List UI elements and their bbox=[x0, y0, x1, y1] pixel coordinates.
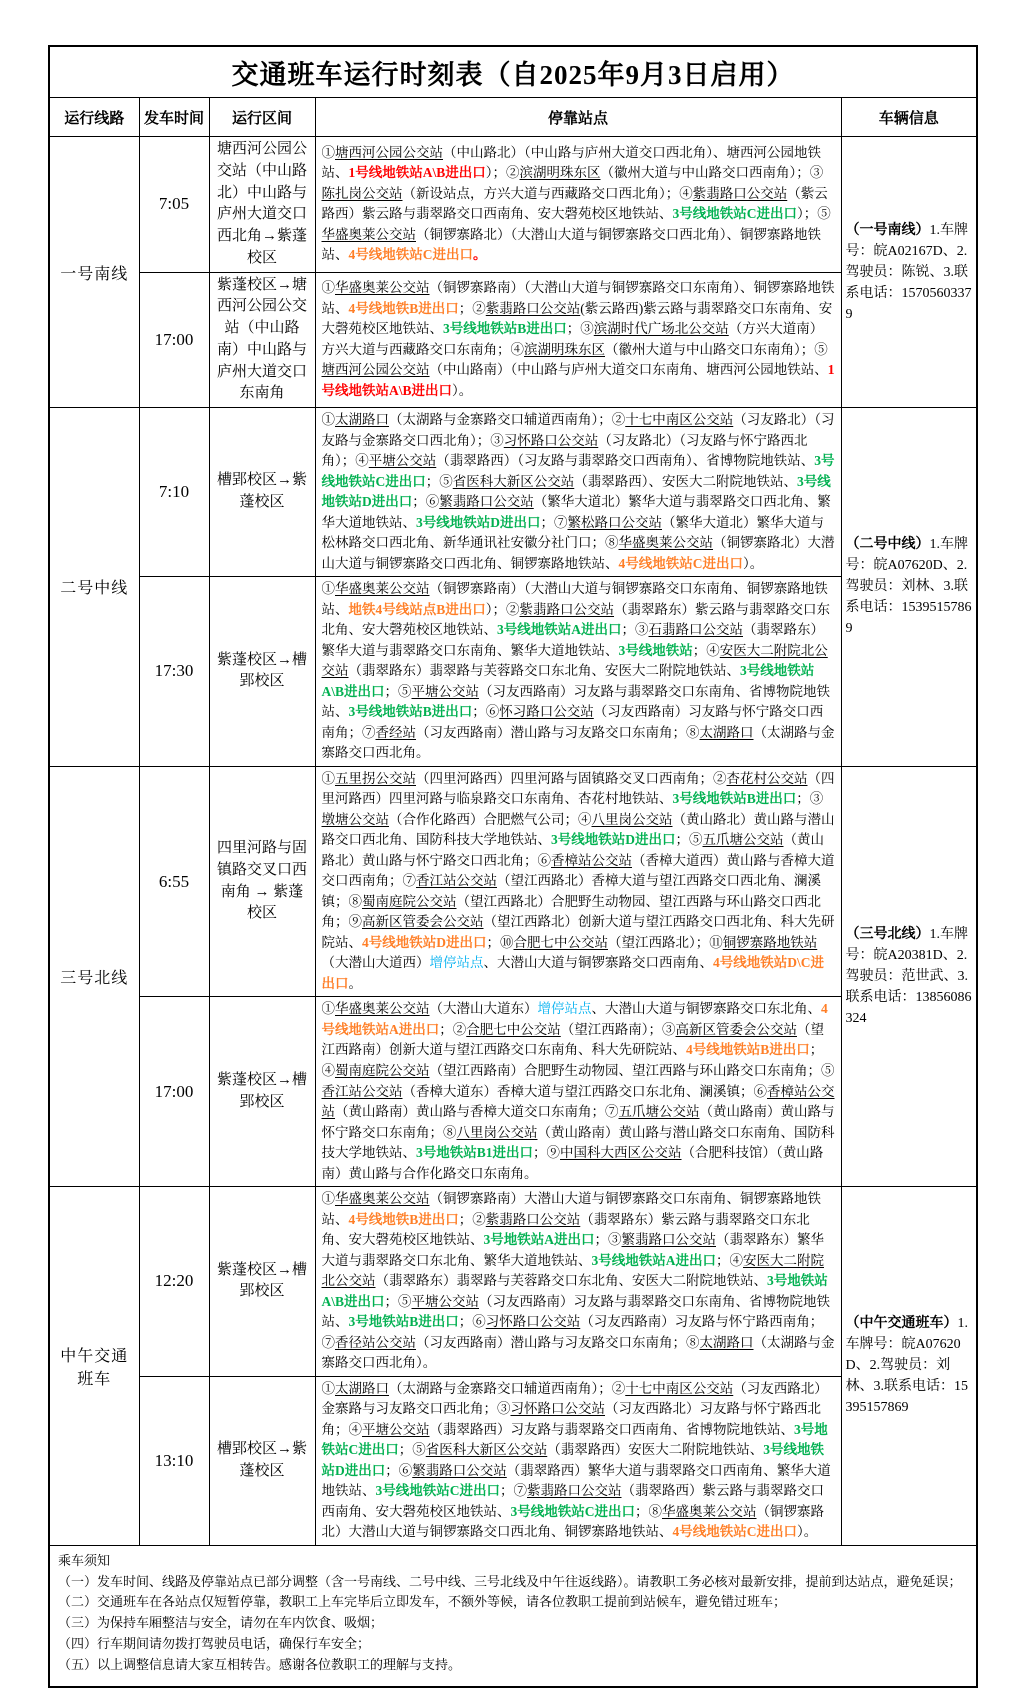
stop-text: ；② bbox=[458, 1211, 486, 1227]
vehicle-detail: 1.车牌号：皖A07620D、2.驾驶员：刘林、3.联系电话：15395157869 bbox=[845, 537, 972, 637]
stop-text: （合作化路西）合肥燃气公司；④ bbox=[389, 811, 592, 827]
stop-name: 塘西河公园公交站 bbox=[321, 362, 430, 378]
stop-text: 3号线地铁站B进出口 bbox=[672, 791, 797, 807]
stop-text: 地铁4号线站点B进出口 bbox=[348, 601, 486, 617]
stop-name: 十七中南区公交站 bbox=[625, 1380, 734, 1396]
stop-text: 增停站点 bbox=[429, 955, 484, 971]
page-title: 交通班车运行时刻表（自2025年9月3日启用） bbox=[49, 46, 977, 98]
stop-name: 华盛奥莱公交站 bbox=[321, 226, 416, 242]
stop-name: 合肥七中公交站 bbox=[466, 1021, 561, 1037]
stop-text: （望江西路北）；⑪ bbox=[608, 934, 723, 950]
note-item: （一）发车时间、线路及停靠站点已部分调整（含一号南线、二号中线、三号北线及中午往返线路）。请教职工务必核对最新安排，提前到达站点，避免延误； bbox=[58, 1573, 962, 1589]
stop-text: （铜锣寨路南）（大潜山大道与铜锣寨路交口东南角、铜锣寨路地铁站、 bbox=[321, 581, 828, 617]
table-row bbox=[49, 997, 977, 1187]
stop-text: 3号线地铁站A\B进出口 bbox=[321, 663, 815, 699]
stop-text: （香樟大道西）黄山路与香樟大道交口西南角；⑦ bbox=[321, 852, 835, 889]
stop-text: ① bbox=[321, 1380, 335, 1396]
stop-text: （习友西路北）金寨路与习友路交口西北角；③ bbox=[321, 1380, 828, 1417]
stop-name: 蜀南庭院公交站 bbox=[335, 1062, 430, 1078]
table-row bbox=[49, 1187, 977, 1377]
stop-name: 墩塘公交站 bbox=[321, 811, 389, 827]
departure-time: 7:10 bbox=[139, 408, 209, 577]
stop-name: 华盛奥莱公交站 bbox=[662, 1503, 757, 1519]
stop-name: 香樟站公交站 bbox=[551, 852, 632, 868]
run-interval: 紫蓬校区→槽郢校区 bbox=[209, 997, 315, 1187]
stop-name: 安医大二附院北公交站 bbox=[321, 642, 828, 679]
stop-name: 香江站公交站 bbox=[416, 873, 497, 889]
stop-name: 太湖路口 bbox=[699, 1334, 754, 1350]
vehicle-line-label: （中午交通班车） bbox=[845, 1316, 958, 1332]
stop-text: （望江西路北）香樟大道与望江西路交口西北角、澜溪镇；⑧ bbox=[321, 873, 821, 909]
stop-text: 4号线地铁B进出口 bbox=[348, 300, 459, 316]
stop-name: 八里岗公交站 bbox=[456, 1124, 538, 1140]
col-header-time: 发车时间 bbox=[139, 98, 209, 137]
stop-text: （徽州大道与中山路交口西南角）；③ bbox=[600, 165, 824, 181]
stop-text: 3号线地铁站D进出口 bbox=[321, 473, 831, 510]
stop-text: （太湖路与金寨路交口西北角。 bbox=[321, 724, 835, 761]
departure-time: 7:05 bbox=[139, 137, 209, 273]
stops-text bbox=[315, 1187, 841, 1377]
stop-text: （翡翠路西）繁华大道与翡翠路交口西南角、繁华大道地铁站、 bbox=[321, 1462, 831, 1499]
col-header-interval: 运行区间 bbox=[209, 98, 315, 137]
stops-text bbox=[315, 1376, 841, 1545]
stop-text: 3号线地铁站D进出口 bbox=[321, 1442, 824, 1478]
stop-name: 繁松路口公交站 bbox=[567, 514, 662, 530]
stop-text: （大潜山大道西） bbox=[321, 955, 430, 971]
stop-text: 3号线地铁站D进出口 bbox=[551, 832, 676, 848]
stop-text: （翡翠路东）繁华大道与翡翠路交口东北角、繁华大道地铁站、 bbox=[321, 1232, 824, 1268]
stop-text: 3号线地铁站C进出口 bbox=[510, 1503, 635, 1519]
stop-text: 、大潜山大道与铜锣寨路交口东北角、 bbox=[591, 1001, 821, 1017]
stops-text bbox=[315, 766, 841, 997]
run-interval: 槽郢校区→紫蓬校区 bbox=[209, 408, 315, 577]
stop-text: （习友西路南）潜山路与习友路交口东南角；⑧ bbox=[416, 724, 700, 740]
stop-name: 繁翡路口公交站 bbox=[412, 1462, 507, 1478]
run-interval: 塘西河公园公交站（中山路北）中山路与庐州大道交口西北角→紫蓬校区 bbox=[209, 137, 315, 273]
stop-name: 八里岗公交站 bbox=[591, 811, 673, 827]
stop-text: ；⑤ bbox=[384, 1293, 412, 1309]
vehicle-line-label: （三号北线） bbox=[845, 926, 930, 942]
stop-text: ；⑤ bbox=[425, 473, 453, 489]
table-row bbox=[49, 766, 977, 997]
stop-name: 安医大二附院北公交站 bbox=[321, 1252, 824, 1289]
stop-text: （望江西路南）合肥野生动物园、望江西路与环山路交口东南角；⑤ bbox=[429, 1062, 835, 1078]
stop-name: 十七中南区公交站 bbox=[625, 412, 734, 427]
stop-text: （四里河路西）四里河路与临泉路交口东南角、杏花村地铁站、 bbox=[321, 770, 835, 807]
stop-name: 繁翡路口公交站 bbox=[621, 1232, 716, 1248]
stop-text: ）；② bbox=[485, 601, 520, 617]
stop-text: ；⑧ bbox=[635, 1503, 662, 1519]
schedule-table bbox=[48, 45, 978, 1688]
stop-text: ）；⑤ bbox=[797, 206, 831, 222]
stop-text: ① bbox=[321, 412, 335, 427]
stop-text: 3号线地铁站A进出口 bbox=[591, 1252, 716, 1268]
note-item: （三）为保持车厢整洁与安全，请勿在车内饮食、吸烟； bbox=[58, 1615, 384, 1631]
stop-text: （翡翠路东）翡翠路与芙蓉路交口东北角、安医大二附院地铁站、 bbox=[375, 1273, 767, 1289]
stop-text: ；④ bbox=[692, 642, 720, 658]
stop-name: 习怀路口公交站 bbox=[510, 1401, 605, 1417]
stop-text: ① bbox=[321, 581, 335, 597]
stop-name: 滨湖明珠东区 bbox=[519, 165, 601, 181]
stop-text: （望江西路北）合肥野生动物园、望江西路与环山路交口西北角；⑨ bbox=[321, 893, 821, 930]
stop-name: 习怀路口公交站 bbox=[485, 1314, 581, 1330]
table-row bbox=[49, 137, 977, 273]
stop-text: （翡翠路东）翡翠路与芙蓉路交口东北角、安医大二附院地铁站、 bbox=[348, 663, 740, 679]
stop-name: 合肥七中公交站 bbox=[513, 934, 608, 950]
stop-text: （翡翠路西）安医大二附院地铁站、 bbox=[547, 1442, 764, 1458]
stop-text: 。 bbox=[473, 247, 487, 263]
table-row bbox=[49, 272, 977, 408]
stop-text: 3号线地铁站B进出口 bbox=[348, 704, 473, 720]
col-header-stops: 停靠站点 bbox=[315, 98, 841, 137]
stop-name: 杏花村公交站 bbox=[726, 770, 808, 786]
stop-text: ；⑥ bbox=[385, 1462, 413, 1478]
line-name-1: 一号南线 bbox=[49, 137, 139, 408]
stop-name: 平塘公交站 bbox=[368, 453, 437, 469]
stop-text: 4号线地铁站D\C进出口 bbox=[321, 955, 824, 991]
stop-name: 紫翡路口公交站 bbox=[692, 185, 788, 201]
stop-text: （习友西路南）习友路与怀宁路交口西南角；⑦ bbox=[321, 704, 824, 740]
notes-title: 乘车须知 bbox=[58, 1552, 111, 1568]
stop-text: （四里河路西）四里河路与固镇路交叉口西南角；② bbox=[416, 770, 727, 786]
stop-text: 3号地铁站C进出口 bbox=[321, 1421, 828, 1458]
stop-text: 3号地铁站A\B进出口 bbox=[321, 1273, 828, 1309]
departure-time: 12:20 bbox=[139, 1187, 209, 1377]
vehicle-info-4 bbox=[841, 1187, 977, 1546]
stop-name: 石翡路口公交站 bbox=[648, 622, 743, 638]
line-name-2: 二号中线 bbox=[49, 408, 139, 767]
stop-text: （繁华大道北）繁华大道与松林路交口西北角、新华通讯社安徽分社门口；⑧ bbox=[321, 514, 824, 551]
stops-text bbox=[315, 137, 841, 273]
stop-text: （铜锣寨路北）大潜山大道与铜锣寨路交口西北角、铜锣寨路地铁站、 bbox=[321, 1503, 824, 1540]
stop-name: 香樟站公交站 bbox=[321, 1083, 835, 1120]
stop-name: 蜀南庭院公交站 bbox=[362, 893, 457, 909]
stop-name: 滨湖时代广场北公交站 bbox=[593, 321, 729, 337]
line-name-3: 三号北线 bbox=[49, 766, 139, 1186]
stop-text: （大潜山大道东） bbox=[429, 1001, 538, 1017]
run-interval: 紫蓬校区→槽郢校区 bbox=[209, 1187, 315, 1377]
stop-text: （黄山路北）黄山路与怀宁路交口西北角；⑥ bbox=[321, 832, 824, 868]
ride-notes bbox=[49, 1545, 977, 1686]
stop-name: 太湖路口 bbox=[335, 1380, 389, 1396]
stop-name: 省医科大新区公交站 bbox=[452, 473, 575, 489]
stop-text: （翡翠路西）、安医大二附院地铁站、 bbox=[574, 473, 797, 489]
vehicle-detail: 1.车牌号：皖A20381D、2.驾驶员：范世武、3.联系电话：13856086324 bbox=[845, 926, 972, 1026]
stop-text: 、大潜山大道与铜锣寨路交口西南角、 bbox=[483, 955, 713, 971]
stop-text: ；② bbox=[439, 1021, 467, 1037]
stop-text: ；⑤ bbox=[384, 683, 412, 699]
stop-name: 塘西河公园公交站 bbox=[335, 144, 443, 160]
stops-text bbox=[315, 272, 841, 408]
note-item: （四）行车期间请勿拨打驾驶员电话，确保行车安全； bbox=[58, 1636, 371, 1652]
stop-text: （翡翠路东）繁华大道与翡翠路交口东南角、繁华大道地铁站、 bbox=[321, 622, 824, 658]
stop-text: ；⑦ bbox=[500, 1483, 527, 1499]
stop-name: 铜锣寨路地铁站 bbox=[722, 934, 818, 950]
stops-text bbox=[315, 997, 841, 1187]
stop-text: 3号地铁站B1进出口 bbox=[416, 1145, 534, 1161]
stop-name: 繁翡路口公交站 bbox=[439, 494, 534, 510]
stop-text: （紫云路西）紫云路与翡翠路交口西南角、安大磬苑校区地铁站、 bbox=[321, 185, 828, 222]
stops-text bbox=[315, 577, 841, 767]
stop-text: 3号地铁站A进出口 bbox=[483, 1232, 595, 1248]
stop-text: （铜锣寨路南）大潜山大道与铜锣寨路交口东南角、铜锣寨路地铁站、 bbox=[321, 1191, 821, 1227]
stop-name: 高新区管委会公交站 bbox=[362, 914, 484, 930]
stop-text: ；② bbox=[458, 300, 486, 316]
stop-name: 紫翡路口公交站 bbox=[519, 601, 615, 617]
stop-text: ① bbox=[321, 144, 335, 160]
stop-text: 3号线地铁站A进出口 bbox=[497, 622, 622, 638]
stop-name: 香江站公交站 bbox=[321, 1083, 403, 1099]
vehicle-info-1 bbox=[841, 137, 977, 408]
departure-time: 17:00 bbox=[139, 272, 209, 408]
stop-text: 4号线地铁站B进出口 bbox=[686, 1042, 810, 1058]
col-header-line: 运行线路 bbox=[49, 98, 139, 137]
stop-name: 香经站 bbox=[375, 724, 416, 740]
stop-name: 习怀路口公交站 bbox=[503, 432, 599, 448]
stop-text: ；⑥ bbox=[412, 494, 440, 510]
stop-text: ① bbox=[321, 280, 335, 296]
stop-text: （铜锣寨路南）（大潜山大道与铜锣寨路交口东南角）、铜锣寨路地铁站、 bbox=[321, 280, 835, 316]
stop-text: ；③ bbox=[566, 321, 594, 337]
stop-text: ）。 bbox=[797, 1524, 818, 1540]
stop-text: （望江西路北）创新大道与望江西路交口西北角、科大先研院站、 bbox=[321, 914, 835, 950]
stop-text: （黄山路南）黄山路与潜山路交口东南角、国防科技大学地铁站、 bbox=[321, 1124, 835, 1161]
stop-text: （太湖路与金寨路交口西北角）。 bbox=[321, 1334, 835, 1371]
stop-name: 华盛奥莱公交站 bbox=[618, 535, 713, 551]
stop-name: 省医科大新区公交站 bbox=[425, 1442, 548, 1458]
stop-text: ；③ bbox=[594, 1232, 622, 1248]
vehicle-line-label: （一号南线） bbox=[845, 222, 930, 238]
table-row bbox=[49, 1545, 977, 1686]
stop-text: （中山路北）（中山路与庐州大道交口西北角）、塘西河公园地铁站、 bbox=[321, 144, 821, 181]
stop-name: 高新区管委会公交站 bbox=[675, 1021, 797, 1037]
stop-text: （黄山路北）黄山路与潜山路交口西北角、国防科技大学地铁站、 bbox=[321, 811, 835, 848]
stop-name: 平塘公交站 bbox=[411, 683, 480, 699]
stop-text: ；⑥ bbox=[458, 1314, 486, 1330]
stop-name: 华盛奥莱公交站 bbox=[335, 581, 430, 597]
stop-text: 3号线地铁站C进出口 bbox=[672, 206, 797, 222]
stop-text: 1号线地铁站A\B进出口 bbox=[321, 362, 835, 398]
stop-text: ；③ bbox=[621, 622, 649, 638]
stop-name: 香径站公交站 bbox=[335, 1334, 416, 1350]
run-interval: 四里河路与固镇路交叉口西南角 → 紫蓬校区 bbox=[209, 766, 315, 997]
stop-name: 陈扎岗公交站 bbox=[321, 185, 403, 201]
run-interval: 紫蓬校区→塘西河公园公交站（中山路南）中山路与庐州大道交口东南角 bbox=[209, 272, 315, 408]
table-row bbox=[49, 1376, 977, 1545]
stop-text: 4号线地铁站D进出口 bbox=[362, 934, 487, 950]
stop-text: （徽州大道与中山路交口东南角）；⑤ bbox=[605, 341, 828, 357]
stop-text: 3号线地铁站 bbox=[618, 642, 693, 658]
stop-name: 平塘公交站 bbox=[362, 1421, 430, 1437]
stop-name: 紫翡路口公交站 bbox=[527, 1483, 622, 1499]
stop-text: 3号线地铁站B进出口 bbox=[443, 321, 567, 337]
stop-name: 太湖路口 bbox=[335, 412, 389, 427]
stop-text: （太湖路与金寨路交口辅道西南角）；② bbox=[389, 1380, 626, 1396]
table-row bbox=[49, 408, 977, 577]
stop-text: （黄山路南）黄山路与怀宁路交口东南角；⑧ bbox=[321, 1104, 835, 1140]
stop-text: 4号线地铁站C进出口 bbox=[618, 555, 743, 571]
stop-text: （翡翠路东）紫云路与翡翠路交口东北角、安大磬苑校区地铁站、 bbox=[321, 601, 831, 638]
stop-text: （习友西路南）习友路与翡翠路交口东南角、省博物院地铁站、 bbox=[321, 683, 831, 720]
stop-text: ；④ bbox=[321, 1042, 824, 1078]
stop-text: （望江西路南）；③ bbox=[560, 1021, 676, 1037]
departure-time: 17:00 bbox=[139, 997, 209, 1187]
stop-text: （繁华大道北）繁华大道与翡翠路交口西北角、繁华大道地铁站、 bbox=[321, 494, 831, 530]
stop-text: ；④ bbox=[716, 1252, 743, 1268]
stop-text: （铜锣寨路北）大潜山大道与铜锣寨路交口西北角、铜锣寨路地铁站、 bbox=[321, 535, 835, 571]
vehicle-info-2 bbox=[841, 408, 977, 767]
stop-text: 。 bbox=[348, 975, 362, 991]
stop-name: 中国科大西区公交站 bbox=[560, 1145, 682, 1161]
stop-text: 1号线地铁站A\B进出口 bbox=[348, 165, 486, 181]
stop-text: （翡翠路东）紫云路与翡翠路交口东北角、安大磬苑校区地铁站、 bbox=[321, 1211, 810, 1248]
stop-text: （习友西路南）习友路与怀宁路西南角；⑦ bbox=[321, 1314, 824, 1350]
stop-text: 3号线地铁站C进出口 bbox=[321, 453, 835, 489]
stop-text: ；⑨ bbox=[533, 1145, 561, 1161]
stop-text: (紫云路西)紫云路与翡翠路交口东南角、安大磬苑校区地铁站、 bbox=[321, 300, 833, 337]
stops-text bbox=[315, 408, 841, 577]
line-name-4: 中午交通班车 bbox=[49, 1187, 139, 1546]
stop-text: 4号线地铁B进出口 bbox=[348, 1211, 459, 1227]
stop-text: 4号线地铁站C进出口 bbox=[348, 247, 473, 263]
stop-text: ① bbox=[321, 1191, 335, 1207]
stop-name: 紫翡路口公交站 bbox=[485, 300, 581, 316]
stop-text: （翡翠路西）习友路与翡翠路交口西南角、省博物院地铁站、 bbox=[429, 1421, 794, 1437]
stop-text: ；⑦ bbox=[540, 514, 568, 530]
stop-text: （合肥科技馆）（黄山路南）黄山路与合作化路交口东南角。 bbox=[321, 1145, 824, 1181]
schedule-sheet bbox=[48, 45, 976, 1688]
stop-text: （太湖路与金寨路交口辅道西南角）；② bbox=[389, 412, 626, 427]
stop-text: （习友路北）（习友路与怀宁路西北角）；④ bbox=[321, 432, 808, 469]
stop-name: 华盛奥莱公交站 bbox=[335, 1001, 430, 1017]
stop-text: （铜锣寨路北）（大潜山大道与铜锣寨路交口西北角）、铜锣寨路地铁站、 bbox=[321, 226, 821, 263]
stop-text: 增停站点 bbox=[537, 1001, 592, 1017]
stop-text: （黄山路南）黄山路与香樟大道交口东南角；⑦ bbox=[335, 1104, 619, 1120]
stop-text: ）。 bbox=[452, 382, 473, 398]
departure-time: 13:10 bbox=[139, 1376, 209, 1545]
note-item: （五）以上调整信息请大家互相转告。感谢各位教职工的理解与支持。 bbox=[58, 1656, 462, 1672]
col-header-vehicle: 车辆信息 bbox=[841, 98, 977, 137]
run-interval: 槽郢校区→紫蓬校区 bbox=[209, 1376, 315, 1545]
stop-name: 五爪塘公交站 bbox=[618, 1104, 700, 1120]
table-row bbox=[49, 577, 977, 767]
stop-text: ；⑩ bbox=[486, 934, 514, 950]
stop-name: 华盛奥莱公交站 bbox=[335, 1191, 430, 1207]
stop-text: ；⑤ bbox=[675, 832, 703, 848]
stop-text: （习友路北）（习友路与金寨路交口西北角）；③ bbox=[321, 412, 835, 448]
vehicle-detail: 1.车牌号：皖A07620D、2.驾驶员：刘林、3.联系电话：15395157869 bbox=[845, 1316, 968, 1416]
stop-name: 怀习路口公交站 bbox=[499, 704, 594, 720]
stop-text: ）。 bbox=[743, 555, 764, 571]
stop-text: （翡翠路西）（习友路与翡翠路交口西南角）、省博物院地铁站、 bbox=[436, 453, 815, 469]
stop-name: 华盛奥莱公交站 bbox=[335, 280, 430, 296]
stop-name: 五里拐公交站 bbox=[335, 770, 416, 786]
note-item: （二）交通班车在各站点仅短暂停靠，教职工上车完毕后立即发车，不额外等候，请各位教职工提前到站候车，避免错过班车； bbox=[58, 1594, 787, 1610]
stop-text: 3号线地铁站C进出口 bbox=[375, 1483, 500, 1499]
stop-text: （方兴大道南）方兴大道与西藏路交口东南角；④ bbox=[321, 321, 824, 357]
stop-text: ；③ bbox=[796, 791, 824, 807]
stop-text: ① bbox=[321, 770, 335, 786]
vehicle-line-label: （二号中线） bbox=[845, 537, 930, 553]
stop-text: （新设站点，方兴大道与西藏路交口西北角）；④ bbox=[402, 185, 693, 201]
stop-text: 3号地铁站B进出口 bbox=[348, 1314, 459, 1330]
departure-time: 17:30 bbox=[139, 577, 209, 767]
run-interval: 紫蓬校区→槽郢校区 bbox=[209, 577, 315, 767]
stop-text: ① bbox=[321, 1001, 335, 1017]
stop-text: 4号线地铁站A进出口 bbox=[321, 1001, 828, 1037]
vehicle-info-3 bbox=[841, 766, 977, 1186]
stop-name: 滨湖明珠东区 bbox=[524, 341, 605, 357]
stop-text: （香樟大道东）香樟大道与望江西路交口东北角、澜溪镇；⑥ bbox=[402, 1083, 767, 1099]
stop-text: ；⑤ bbox=[398, 1442, 426, 1458]
stop-name: 五爪塘公交站 bbox=[702, 832, 784, 848]
departure-time: 6:55 bbox=[139, 766, 209, 997]
stop-text: （中山路南）（中山路与庐州大道交口东南角、塘西河公园地铁站、 bbox=[429, 362, 828, 378]
stop-text: （习友西路南）潜山路与习友路交口东南角；⑧ bbox=[416, 1334, 700, 1350]
stop-text: （习友西路北）习友路与怀宁路西北角；④ bbox=[321, 1401, 821, 1437]
stop-text: 3号线地铁站D进出口 bbox=[416, 514, 541, 530]
stop-text: ；⑥ bbox=[472, 704, 500, 720]
stop-text: （望江西路南）创新大道与望江西路交口东南角、科大先研院站、 bbox=[321, 1021, 824, 1058]
stop-text: （翡翠路西）紫云路与翡翠路交口西南角、安大磬苑校区地铁站、 bbox=[321, 1483, 824, 1519]
stop-text: ）；② bbox=[485, 165, 520, 181]
stop-text: （习友西路南）习友路与翡翠路交口东南角、省博物院地铁站、 bbox=[321, 1293, 831, 1330]
stop-name: 太湖路口 bbox=[699, 724, 754, 740]
stop-text: 4号线地铁站C进出口 bbox=[672, 1524, 797, 1540]
stop-name: 紫翡路口公交站 bbox=[485, 1211, 581, 1227]
vehicle-detail: 1.车牌号：皖A02167D、2.驾驶员：陈锐、3.联系电话：15705603379 bbox=[845, 222, 972, 322]
stop-name: 平塘公交站 bbox=[411, 1293, 480, 1309]
